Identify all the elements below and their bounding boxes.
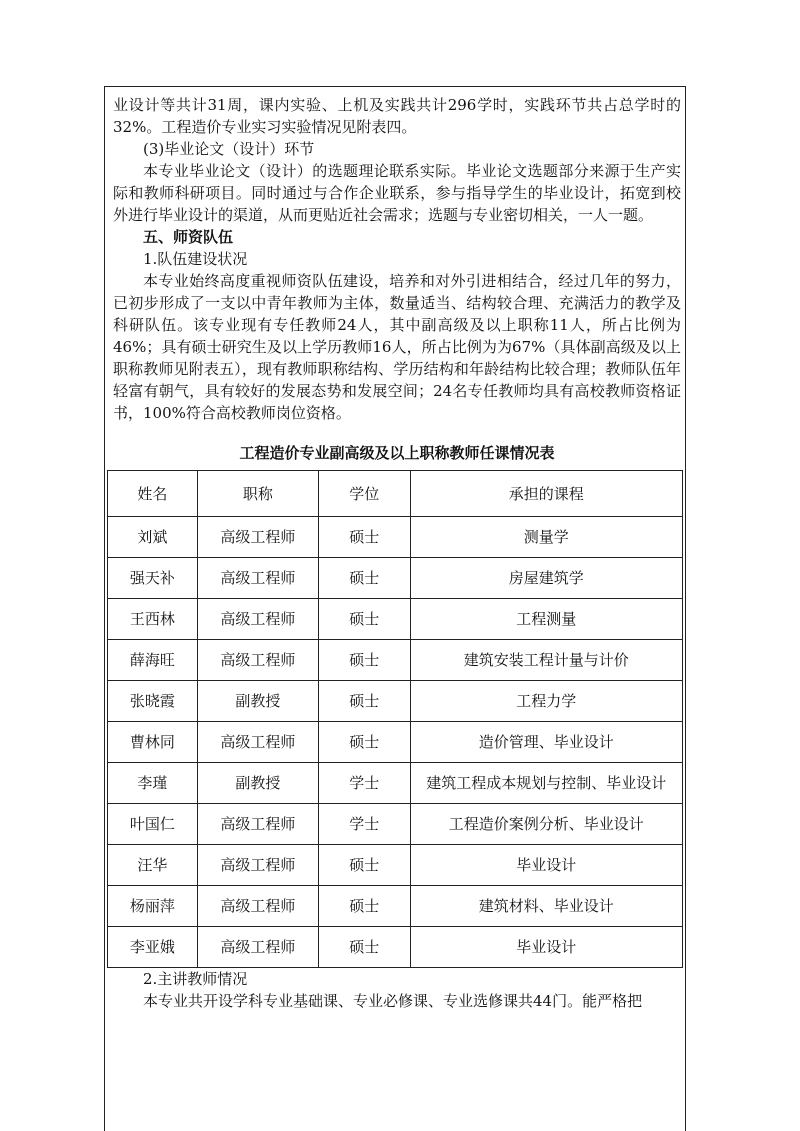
cell-name: 杨丽萍 bbox=[108, 886, 198, 927]
cell-title: 副教授 bbox=[197, 763, 318, 804]
table-row bbox=[108, 722, 683, 763]
cell-courses: 建筑材料、毕业设计 bbox=[410, 886, 682, 927]
table-row bbox=[108, 517, 683, 558]
cell-title: 高级工程师 bbox=[197, 558, 318, 599]
cell-courses: 工程测量 bbox=[410, 599, 682, 640]
header-title: 职称 bbox=[197, 471, 318, 517]
cell-courses: 工程力学 bbox=[410, 681, 682, 722]
cell-name: 汪华 bbox=[108, 845, 198, 886]
paragraph-thesis: 本专业毕业论文（设计）的选题理论联系实际。毕业论文选题部分来源于生产实际和教师科研项目。同时通过与合作企业联系，参与指导学生的毕业设计，拓宽到校外进行毕业设计的渠道，从而更贴近社会需求；选题与专业密切相关，一人一题。 bbox=[113, 162, 681, 224]
cell-name: 强天补 bbox=[108, 558, 198, 599]
table-header-row bbox=[108, 471, 683, 517]
paragraph-practice-hours: 业设计等共计31周，课内实验、上机及实践共计296学时，实践环节共占总学时的32%。工程造价专业实习实验情况见附表四。 bbox=[113, 96, 681, 136]
cell-degree: 硕士 bbox=[318, 886, 410, 927]
cell-degree: 硕士 bbox=[318, 722, 410, 763]
cell-degree: 学士 bbox=[318, 804, 410, 845]
cell-title: 高级工程师 bbox=[197, 845, 318, 886]
cell-title: 高级工程师 bbox=[197, 640, 318, 681]
table-row bbox=[108, 558, 683, 599]
cell-degree: 硕士 bbox=[318, 517, 410, 558]
table-row bbox=[108, 640, 683, 681]
table-row bbox=[108, 763, 683, 804]
paragraph-courses: 本专业共开设学科专业基础课、专业必修课、专业选修课共44门。能严格把 bbox=[143, 992, 643, 1010]
cell-name: 刘斌 bbox=[108, 517, 198, 558]
table-row bbox=[108, 845, 683, 886]
cell-degree: 硕士 bbox=[318, 681, 410, 722]
header-degree: 学位 bbox=[318, 471, 410, 517]
cell-courses: 房屋建筑学 bbox=[410, 558, 682, 599]
cell-title: 高级工程师 bbox=[197, 599, 318, 640]
thesis-subheading: (3)毕业论文（设计）环节 bbox=[143, 140, 315, 158]
header-name: 姓名 bbox=[108, 471, 198, 517]
section-heading-faculty: 五、师资队伍 bbox=[143, 228, 234, 246]
table-title: 工程造价专业副高级及以上职称教师任课情况表 bbox=[239, 444, 555, 462]
subsection-lead-teachers: 2.主讲教师情况 bbox=[143, 970, 248, 988]
cell-degree: 硕士 bbox=[318, 845, 410, 886]
cell-courses: 建筑工程成本规划与控制、毕业设计 bbox=[410, 763, 682, 804]
cell-title: 高级工程师 bbox=[197, 927, 318, 968]
cell-degree: 硕士 bbox=[318, 599, 410, 640]
cell-title: 高级工程师 bbox=[197, 804, 318, 845]
cell-title: 副教授 bbox=[197, 681, 318, 722]
cell-title: 高级工程师 bbox=[197, 886, 318, 927]
cell-courses: 测量学 bbox=[410, 517, 682, 558]
cell-name: 曹林同 bbox=[108, 722, 198, 763]
table-row bbox=[108, 681, 683, 722]
cell-degree: 硕士 bbox=[318, 927, 410, 968]
cell-courses: 毕业设计 bbox=[410, 845, 682, 886]
table-row bbox=[108, 927, 683, 968]
cell-name: 张晓霞 bbox=[108, 681, 198, 722]
table-row bbox=[108, 804, 683, 845]
table-row bbox=[108, 599, 683, 640]
cell-courses: 工程造价案例分析、毕业设计 bbox=[410, 804, 682, 845]
cell-name: 薛海旺 bbox=[108, 640, 198, 681]
cell-name: 叶国仁 bbox=[108, 804, 198, 845]
cell-courses: 建筑安装工程计量与计价 bbox=[410, 640, 682, 681]
cell-courses: 造价管理、毕业设计 bbox=[410, 722, 682, 763]
cell-courses: 毕业设计 bbox=[410, 927, 682, 968]
cell-name: 王西林 bbox=[108, 599, 198, 640]
cell-name: 李亚娥 bbox=[108, 927, 198, 968]
cell-name: 李瑾 bbox=[108, 763, 198, 804]
cell-degree: 硕士 bbox=[318, 558, 410, 599]
cell-degree: 学士 bbox=[318, 763, 410, 804]
header-courses: 承担的课程 bbox=[410, 471, 682, 517]
cell-title: 高级工程师 bbox=[197, 722, 318, 763]
paragraph-team: 本专业始终高度重视师资队伍建设，培养和对外引进相结合，经过几年的努力，已初步形成了一支以中青年教师为主体，数量适当、结构较合理、充满活力的教学及科研队伍。该专业现有专任教师24人，其中副高级及以上职称11人，所占比例为46%；具有硕士研究生及以上学历教师16人，所占比例为为67%（具体副高级及以上职称教师见附表五），现有教师职称结构、学历结构和年龄结构比较合理；教师队伍年轻富有朝气，具有较好的发展态势和发展空间；24名专任教师均具有高校教师资格证书，100%符合高校教师岗位资格。 bbox=[113, 272, 681, 422]
document-body bbox=[113, 94, 681, 1012]
table-row bbox=[108, 886, 683, 927]
subsection-team-building: 1.队伍建设状况 bbox=[143, 250, 248, 268]
faculty-table bbox=[107, 470, 683, 968]
cell-degree: 硕士 bbox=[318, 640, 410, 681]
cell-title: 高级工程师 bbox=[197, 517, 318, 558]
